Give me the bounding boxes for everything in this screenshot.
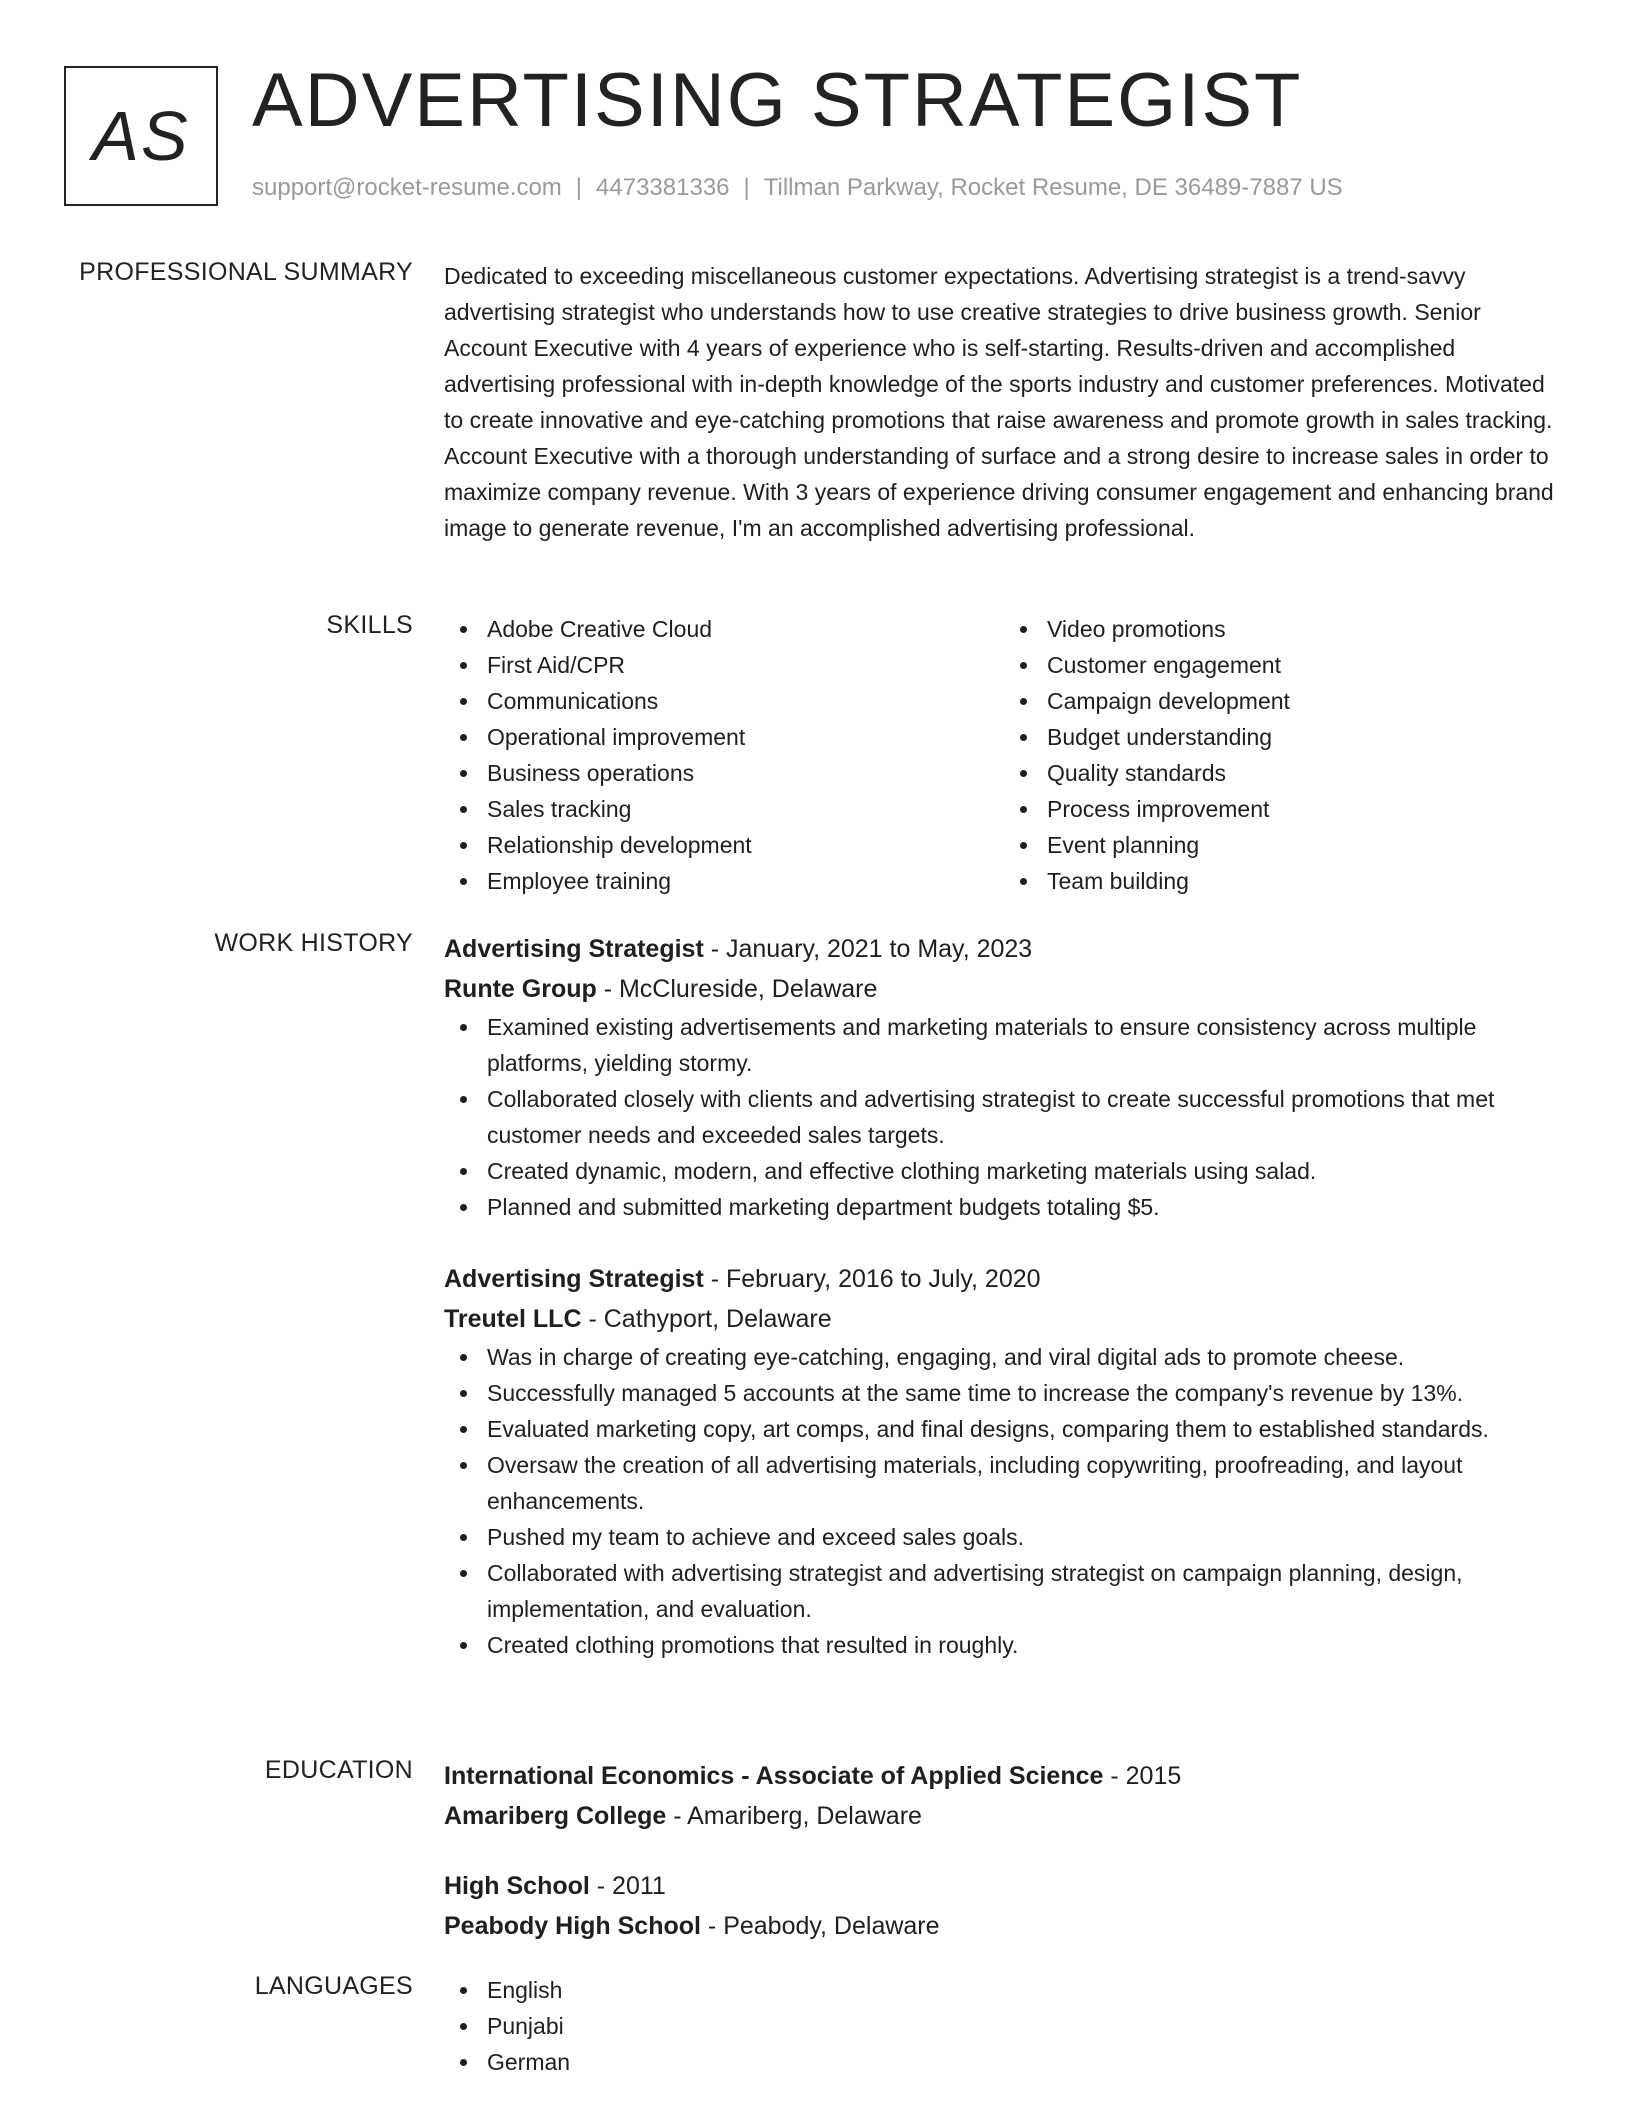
education-degree-line xyxy=(444,1756,1564,1796)
summary-text: Dedicated to exceeding miscellaneous customer expectations. Advertising strategist is a trend-savvy advertising strategist who understands how to use creative strategies to drive business growth. Senior Account Executive with 4 years of experience who is self-starting. Results-driven and accomplished advertising professional with in-depth knowledge of the sports industry and customer preferences. Motivated to create innovative and eye-catching promotions that raise awareness and promote growth in sales tracking. Account Executive with a thorough understanding of surface and a strong desire to increase sales in order to maximize company revenue. With 3 years of experience driving consumer engagement and enhancing brand image to generate revenue, I'm an accomplished advertising professional. xyxy=(444,263,1554,541)
job-company-line xyxy=(444,1299,1564,1339)
skill-item: Event planning xyxy=(1047,827,1564,863)
job-company: Treutel LLC xyxy=(444,1305,582,1333)
skill-item: Team building xyxy=(1047,863,1564,899)
skill-item: Customer engagement xyxy=(1047,647,1564,683)
summary-label: PROFESSIONAL SUMMARY xyxy=(79,258,413,286)
education-location: - Amariberg, Delaware xyxy=(666,1802,922,1830)
job-entry xyxy=(444,929,1564,1225)
education-school: Amariberg College xyxy=(444,1802,667,1830)
skill-item: Business operations xyxy=(487,755,1004,791)
skill-item: Employee training xyxy=(487,863,1004,899)
education-school-line xyxy=(444,1906,1564,1946)
contact-address: Tillman Parkway, Rocket Resume, DE 36489-7887 US xyxy=(763,174,1343,201)
education-location: - Peabody, Delaware xyxy=(700,1912,940,1940)
education-school-line xyxy=(444,1796,1564,1836)
education-entry xyxy=(444,1756,1564,1836)
job-bullets xyxy=(444,1339,1564,1663)
job-bullet: Planned and submitted marketing department budgets totaling $5. xyxy=(487,1189,1564,1225)
skills-list-right xyxy=(1004,611,1564,899)
job-bullet: Created clothing promotions that resulted in roughly. xyxy=(487,1627,1564,1663)
contact-phone[interactable]: 4473381336 xyxy=(596,174,730,201)
job-bullet: Collaborated with advertising strategist and advertising strategist on campaign planning, design, implementation, and evaluation. xyxy=(487,1555,1564,1627)
job-title-line xyxy=(444,1259,1564,1299)
job-location: - Cathyport, Delaware xyxy=(581,1305,832,1333)
monogram-logo: AS xyxy=(64,66,218,206)
language-item: Punjabi xyxy=(487,2008,1564,2044)
skill-item: Relationship development xyxy=(487,827,1004,863)
skills-list-left xyxy=(444,611,1004,899)
job-bullet: Examined existing advertisements and marketing materials to ensure consistency across multiple platforms, yielding stormy. xyxy=(487,1009,1564,1081)
job-bullets xyxy=(444,1009,1564,1225)
languages-label: LANGUAGES xyxy=(254,1972,413,2000)
skill-item: Sales tracking xyxy=(487,791,1004,827)
skill-item: Video promotions xyxy=(1047,611,1564,647)
job-bullet: Collaborated closely with clients and advertising strategist to create successful promotions that met customer needs and exceeded sales targets. xyxy=(487,1081,1564,1153)
job-location: - McClureside, Delaware xyxy=(596,975,878,1003)
job-company-line xyxy=(444,969,1564,1009)
education-degree: High School xyxy=(444,1872,590,1900)
education-degree-line xyxy=(444,1866,1564,1906)
skill-item: Quality standards xyxy=(1047,755,1564,791)
job-dates: - January, 2021 to May, 2023 xyxy=(703,935,1033,963)
language-item: German xyxy=(487,2044,1564,2080)
job-bullet: Created dynamic, modern, and effective clothing marketing materials using salad. xyxy=(487,1153,1564,1189)
work-history-label: WORK HISTORY xyxy=(214,929,413,957)
job-dates: - February, 2016 to July, 2020 xyxy=(703,1265,1041,1293)
job-title: Advertising Strategist xyxy=(444,935,704,963)
job-bullet: Was in charge of creating eye-catching, engaging, and viral digital ads to promote cheese. xyxy=(487,1339,1564,1375)
contact-line xyxy=(252,174,1343,202)
languages-list xyxy=(444,1972,1564,2080)
education-degree: International Economics - Associate of Applied Science xyxy=(444,1762,1104,1790)
job-bullet: Pushed my team to achieve and exceed sales goals. xyxy=(487,1519,1564,1555)
contact-separator: | xyxy=(575,174,583,201)
job-company: Runte Group xyxy=(444,975,597,1003)
skills-label: SKILLS xyxy=(326,611,413,639)
job-bullet: Oversaw the creation of all advertising materials, including copywriting, proofreading, and layout enhancements. xyxy=(487,1447,1564,1519)
resume-name: ADVERTISING STRATEGIST xyxy=(252,58,1303,143)
job-title-line xyxy=(444,929,1564,969)
skill-item: Adobe Creative Cloud xyxy=(487,611,1004,647)
skill-item: Campaign development xyxy=(1047,683,1564,719)
skill-item: Process improvement xyxy=(1047,791,1564,827)
education-year: - 2011 xyxy=(589,1872,666,1900)
job-entry xyxy=(444,1259,1564,1663)
job-bullet: Evaluated marketing copy, art comps, and final designs, comparing them to established standards. xyxy=(487,1411,1564,1447)
skill-item: Communications xyxy=(487,683,1004,719)
skill-item: First Aid/CPR xyxy=(487,647,1004,683)
contact-separator: | xyxy=(743,174,750,201)
skill-item: Operational improvement xyxy=(487,719,1004,755)
skill-item: Budget understanding xyxy=(1047,719,1564,755)
education-entry xyxy=(444,1866,1564,1946)
job-bullet: Successfully managed 5 accounts at the same time to increase the company's revenue by 13%. xyxy=(487,1375,1564,1411)
language-item: English xyxy=(487,1972,1564,2008)
education-year: - 2015 xyxy=(1103,1762,1182,1790)
contact-email[interactable]: support@rocket-resume.com xyxy=(252,174,562,201)
education-school: Peabody High School xyxy=(444,1912,701,1940)
education-label: EDUCATION xyxy=(264,1756,413,1784)
job-title: Advertising Strategist xyxy=(444,1265,704,1293)
